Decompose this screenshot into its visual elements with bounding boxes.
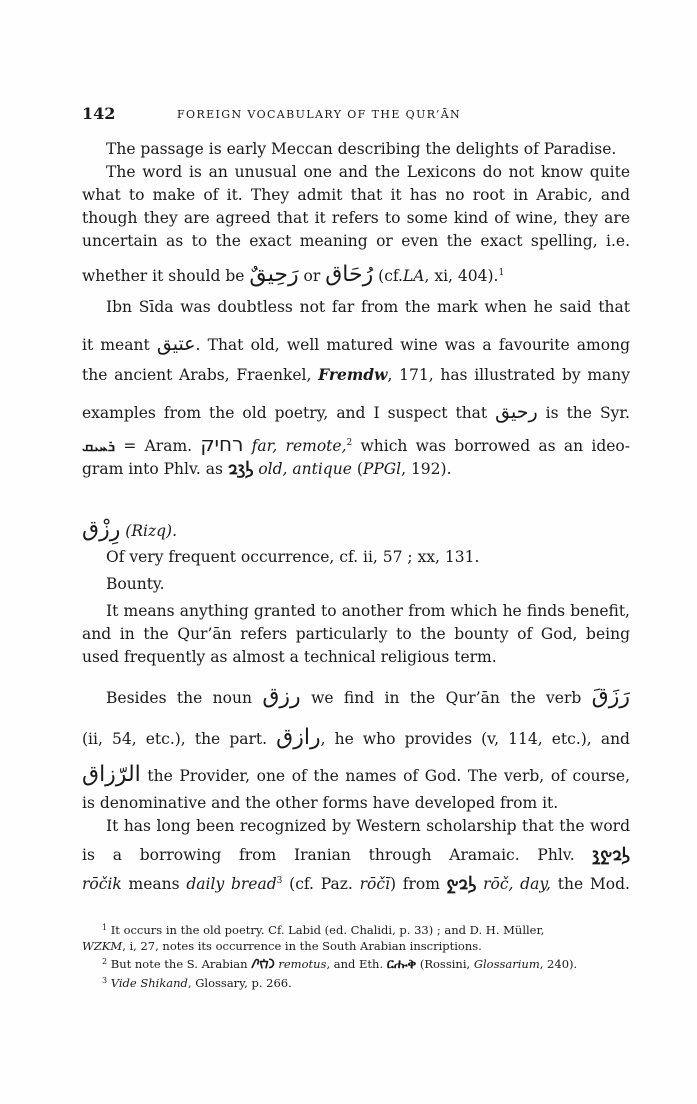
text-span: is the Syr. bbox=[545, 404, 630, 422]
gloss: daily bread bbox=[186, 875, 277, 893]
text-span: it meant bbox=[82, 336, 150, 354]
text-span: the Mod. bbox=[557, 875, 630, 893]
paragraph-2 bbox=[82, 161, 630, 288]
text-span: , he who provides (v, 114, etc.), and bbox=[320, 730, 630, 748]
footnote-text: But note the S. Arabian bbox=[110, 957, 248, 971]
paragraph-5 bbox=[82, 600, 630, 669]
text-line: and in the Qur’ān refers particularly to the bounty of God, being bbox=[82, 625, 630, 643]
text-line: It means anything granted to another from which he finds benefit, bbox=[106, 602, 630, 620]
text-line bbox=[82, 401, 630, 425]
paragraph-3 bbox=[82, 296, 630, 481]
ethiopic-word: ርሑቅ bbox=[386, 957, 417, 972]
arabic-word: رحيق bbox=[495, 401, 538, 423]
footnote-1-cont bbox=[82, 938, 630, 954]
text-span: = Aram. bbox=[123, 437, 193, 455]
book-title: Vide Shikand bbox=[110, 976, 188, 990]
text-span: the ancient Arabs, Fraenkel, bbox=[82, 366, 312, 384]
arabic-word: عتيق bbox=[156, 333, 196, 355]
gloss: far, remote, bbox=[251, 437, 347, 455]
text-line: Ibn Sīda was doubtless not far from the mark when he said that bbox=[106, 298, 630, 316]
gloss: old, antique bbox=[258, 460, 352, 478]
page-header bbox=[82, 100, 630, 126]
footnote-number: 2 bbox=[102, 957, 108, 966]
text-line bbox=[82, 873, 630, 896]
text-span: , 171, has illustrated by many bbox=[387, 366, 631, 384]
page-number: 142 bbox=[82, 104, 116, 123]
book-title: Glossarium bbox=[473, 957, 540, 971]
footnote-text: It occurs in the old poetry. Cf. Labid (ed. Chalidi, p. 33) ; and D. H. Müller, bbox=[110, 923, 545, 937]
footnote-ref[interactable]: 2 bbox=[346, 438, 353, 448]
book-page bbox=[82, 100, 630, 991]
text-line: Bounty. bbox=[106, 575, 165, 593]
pahlavi-word: 𐭫𐭣𐭥 bbox=[227, 459, 254, 479]
running-title: FOREIGN VOCABULARY OF THE QUR’ĀN bbox=[177, 108, 462, 121]
text-line: though they are agreed that it refers to some kind of wine, they are bbox=[82, 209, 630, 227]
paragraph-1 bbox=[82, 138, 630, 161]
text-span: (ii, 54, etc.), the part. bbox=[82, 730, 268, 748]
arabic-word: رَزَقَ bbox=[591, 684, 630, 709]
footnote-text: (Rossini, bbox=[419, 957, 471, 971]
footnote-1 bbox=[82, 922, 630, 938]
paragraph-4 bbox=[82, 546, 630, 596]
text-line: what to make of it. They admit that it has no root in Arabic, and bbox=[82, 186, 630, 204]
text-span: , 192). bbox=[401, 460, 452, 478]
transliteration: rōčik bbox=[82, 875, 122, 893]
hebrew-word: רחיק bbox=[200, 432, 244, 456]
arabic-word: رزق bbox=[262, 684, 301, 709]
text-line bbox=[82, 844, 630, 867]
text-span: or bbox=[303, 267, 321, 285]
arabic-word: رُحَاق bbox=[325, 262, 374, 287]
footnote-number: 3 bbox=[102, 976, 108, 985]
entry-transliteration: (Rizq). bbox=[125, 522, 178, 540]
entry-heading bbox=[82, 517, 630, 542]
text-line: used frequently as almost a technical religious term. bbox=[82, 648, 497, 666]
footnote-text: , 240). bbox=[539, 957, 578, 971]
footnote-3 bbox=[82, 975, 630, 991]
text-line: It has long been recognized by Western scholarship that the word bbox=[106, 817, 630, 835]
text-line: Of very frequent occurrence, cf. ii, 57 ; xx, 131. bbox=[106, 548, 480, 566]
text-span: gram into Phlv. as bbox=[82, 460, 223, 478]
text-line bbox=[82, 263, 630, 288]
text-line bbox=[82, 333, 630, 357]
gloss: rōč, day, bbox=[483, 875, 551, 893]
paragraph-7 bbox=[82, 815, 630, 896]
text-line: uncertain as to the exact meaning or even the exact spelling, i.e. bbox=[82, 232, 630, 250]
text-line bbox=[82, 763, 630, 788]
text-line bbox=[82, 726, 630, 751]
text-line bbox=[82, 363, 630, 387]
footnote-text: , and Eth. bbox=[326, 957, 384, 971]
text-span: which was borrowed as an ideo- bbox=[360, 437, 631, 455]
text-line: The word is an unusual one and the Lexicons do not know quite bbox=[106, 163, 630, 181]
text-line bbox=[82, 685, 630, 710]
pahlavi-word: 𐭫𐭥𐭰𐭪 bbox=[592, 845, 630, 865]
book-title: Fremdw bbox=[318, 365, 388, 384]
text-span: , xi, 404). bbox=[424, 267, 499, 285]
text-span: (cf. Paz. bbox=[289, 875, 353, 893]
arabic-word: الرّزاق bbox=[82, 762, 141, 787]
text-span: (cf. bbox=[378, 267, 403, 285]
footnote-text: , Glossary, p. 266. bbox=[187, 976, 292, 990]
text-span: whether it should be bbox=[82, 267, 245, 285]
entry-headword: رِزْق bbox=[82, 517, 121, 542]
text-span: examples from the old poetry, and I suspect that bbox=[82, 404, 488, 422]
text-line: is denominative and the other forms have developed from it. bbox=[82, 794, 559, 812]
footnote-text: , i, 27, notes its occurrence in the South Arabian inscriptions. bbox=[122, 939, 482, 953]
text-span: we find in the Qur’ān the verb bbox=[311, 689, 582, 707]
footnote-ref[interactable]: 3 bbox=[276, 876, 283, 886]
text-line bbox=[82, 433, 630, 458]
text-span: the Provider, one of the names of God. The verb, of course, bbox=[147, 767, 630, 785]
abbreviation: LA bbox=[402, 267, 425, 285]
text-span: is a borrowing from Iranian through Aramaic. Phlv. bbox=[82, 846, 575, 864]
text-span: ( bbox=[356, 460, 363, 478]
south-arabian-word: 𐪇𐪊𐪁 bbox=[251, 957, 275, 972]
pahlavi-word: 𐭫𐭥𐭰 bbox=[446, 874, 477, 894]
gloss: remotus bbox=[278, 957, 327, 971]
footnote-ref[interactable]: 1 bbox=[498, 268, 505, 278]
footnotes bbox=[82, 922, 630, 991]
syriac-word: ܪܚܝܩ bbox=[82, 437, 116, 455]
text-span: Besides the noun bbox=[106, 689, 252, 707]
text-line bbox=[82, 458, 630, 481]
paragraph-6 bbox=[82, 685, 630, 815]
text-span: . That old, well matured wine was a favourite among bbox=[195, 336, 630, 354]
abbreviation: PPGl bbox=[362, 460, 402, 478]
footnote-number: 1 bbox=[102, 923, 108, 932]
arabic-word: رَحِيقٌ bbox=[249, 262, 299, 287]
journal-abbrev: WZKM bbox=[82, 939, 123, 953]
text-span: means bbox=[128, 875, 180, 893]
transliteration: rōčī bbox=[359, 875, 390, 893]
text-span: ) from bbox=[389, 875, 440, 893]
footnote-2 bbox=[82, 956, 630, 973]
arabic-word: رازق bbox=[276, 725, 321, 750]
text-line: The passage is early Meccan describing the delights of Paradise. bbox=[106, 140, 617, 158]
